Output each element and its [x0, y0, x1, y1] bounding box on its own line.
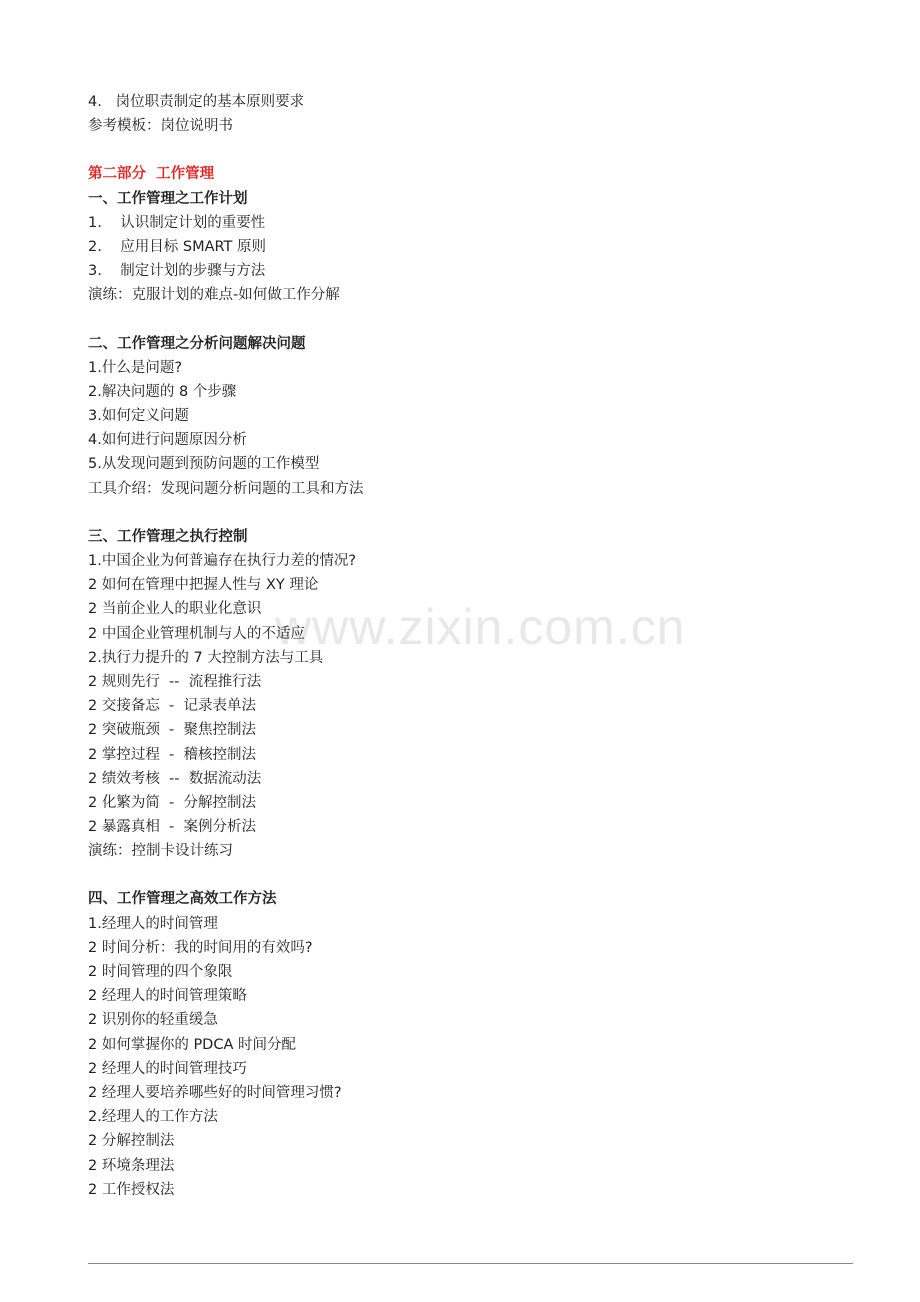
section-heading: 四、工作管理之高效工作方法 — [88, 891, 277, 908]
text-line: 1.中国企业为何普遍存在执行力差的情况? — [88, 553, 357, 569]
footer-divider — [88, 1263, 853, 1264]
section-heading: 一、工作管理之工作计划 — [88, 190, 248, 207]
text-line: 2 暴露真相 - 案例分析法 — [88, 819, 257, 836]
text-line: 2 如何掌握你的 PDCA 时间分配 — [88, 1036, 297, 1053]
section-heading: 二、工作管理之分析问题解决问题 — [88, 335, 306, 352]
text-line: 2 中国企业管理机制与人的不适应 — [88, 625, 305, 642]
text-line: 5.从发现问题到预防问题的工作模型 — [88, 456, 320, 473]
text-line: 3. 制定计划的步骤与方法 — [88, 263, 266, 280]
text-line: 2 化繁为简 - 分解控制法 — [88, 794, 257, 811]
text-line: 1.什么是问题? — [88, 359, 183, 376]
text-line: 2 经理人的时间管理策略 — [88, 988, 247, 1005]
text-line: 2 绩效考核 -- 数据流动法 — [88, 770, 262, 787]
text-line: 2 工作授权法 — [88, 1181, 175, 1198]
blank-line — [88, 138, 848, 162]
text-line: 3.如何定义问题 — [88, 408, 189, 425]
part-heading: 第二部分 工作管理 — [88, 166, 215, 183]
document-body — [88, 90, 848, 1202]
text-line: 工具介绍：发现问题分析问题的工具和方法 — [88, 480, 364, 497]
text-line: 2 识别你的轻重缓急 — [88, 1012, 218, 1029]
text-line: 2 当前企业人的职业化意识 — [88, 601, 262, 618]
blank-line — [88, 863, 848, 887]
text-line: 2 规则先行 -- 流程推行法 — [88, 673, 262, 690]
text-line: 2 经理人要培养哪些好的时间管理习惯? — [88, 1084, 342, 1101]
text-line: 1. 认识制定计划的重要性 — [88, 214, 266, 231]
text-line: 2 经理人的时间管理技巧 — [88, 1060, 247, 1077]
text-line: 2 掌控过程 - 稽核控制法 — [88, 746, 257, 763]
text-line: 演练：克服计划的难点-如何做工作分解 — [88, 287, 340, 304]
text-line: 参考模板：岗位说明书 — [88, 118, 233, 135]
text-line: 演练：控制卡设计练习 — [88, 843, 233, 860]
text-line: 1.经理人的时间管理 — [88, 915, 218, 932]
text-line: 2.经理人的工作方法 — [88, 1109, 218, 1126]
blank-line — [88, 308, 848, 332]
text-line: 2 如何在管理中把握人性与 XY 理论 — [88, 577, 319, 594]
text-line: 2 环境条理法 — [88, 1157, 175, 1174]
text-line: 2. 应用目标 SMART 原则 — [88, 238, 266, 255]
text-line: 2.解决问题的 8 个步骤 — [88, 383, 237, 400]
text-line: 2 交接备忘 - 记录表单法 — [88, 698, 257, 715]
watermark: www.zixin.com.cn — [275, 599, 686, 655]
text-line: 4.如何进行问题原因分析 — [88, 432, 247, 449]
text-line: 2 时间管理的四个象限 — [88, 964, 233, 980]
text-line: 2.执行力提升的 7 大控制方法与工具 — [88, 649, 324, 666]
text-line: 4. 岗位职责制定的基本原则要求 — [88, 94, 305, 110]
text-line: 2 突破瓶颈 - 聚焦控制法 — [88, 722, 257, 739]
text-line: 2 分解控制法 — [88, 1133, 175, 1150]
text-line: 2 时间分析：我的时间用的有效吗? — [88, 939, 313, 956]
blank-line — [88, 501, 848, 525]
section-heading: 三、工作管理之执行控制 — [88, 528, 248, 545]
